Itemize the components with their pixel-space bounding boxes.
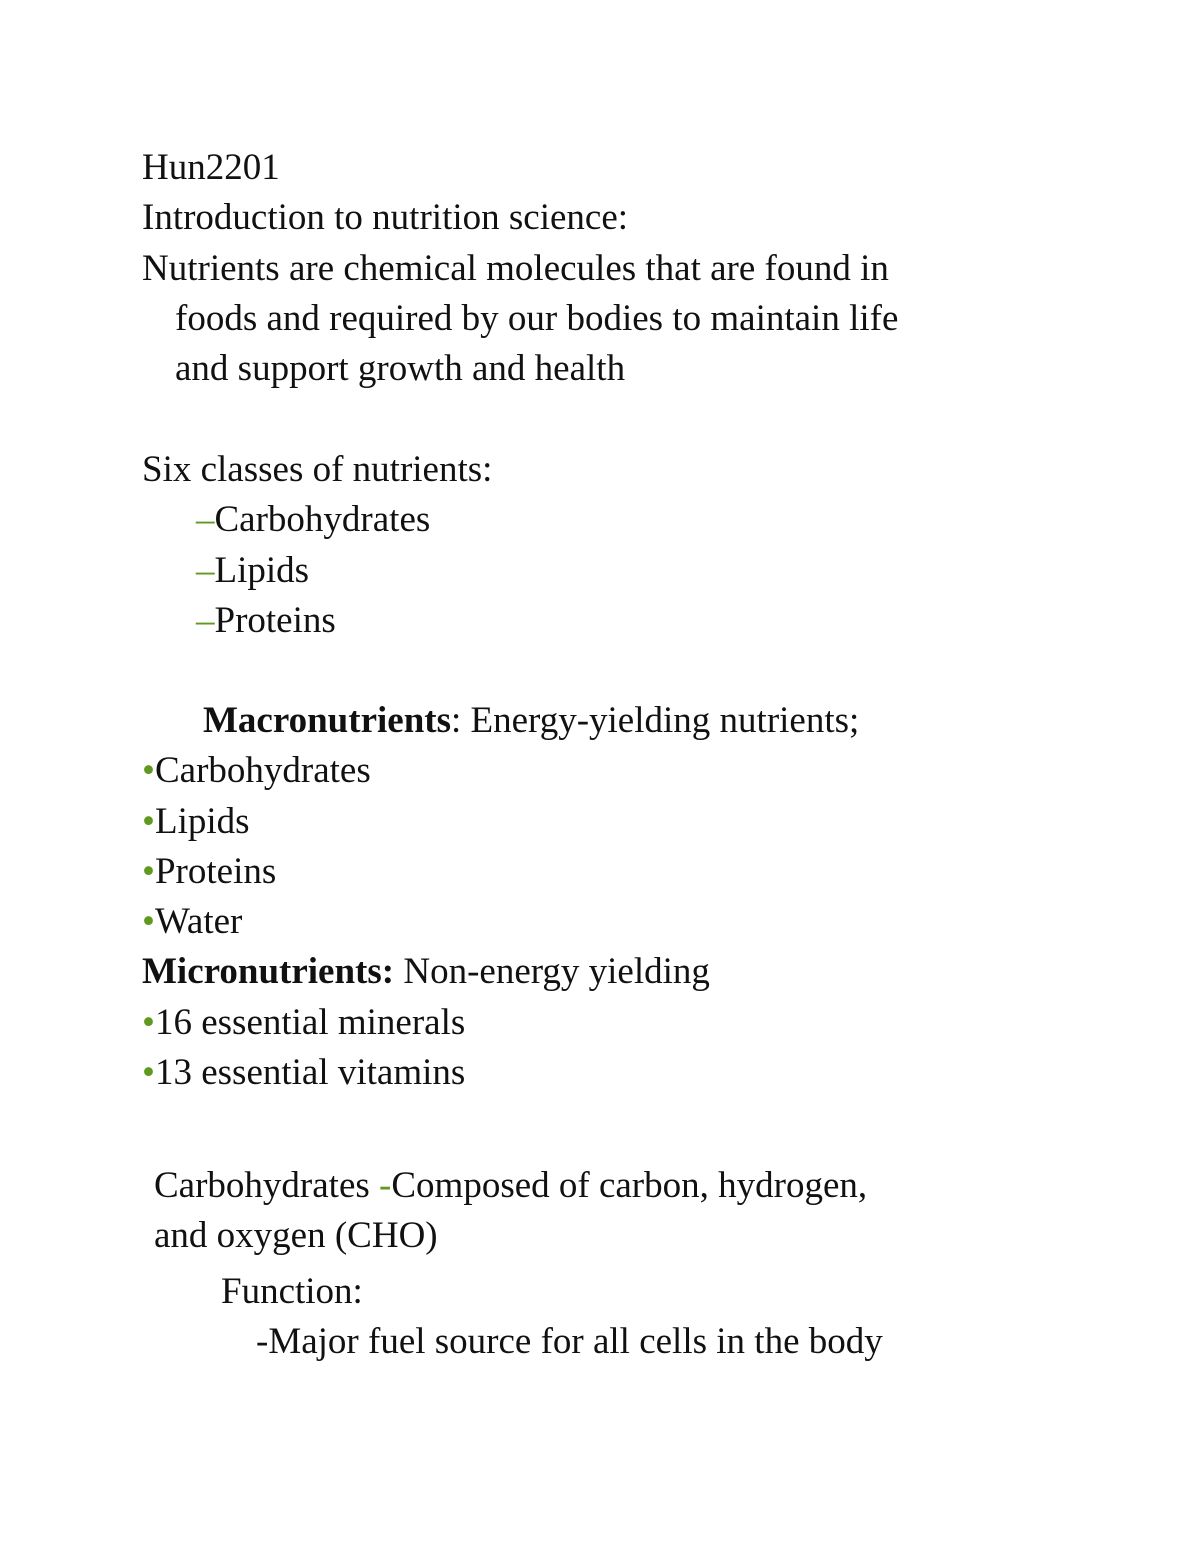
bullet-marker: • xyxy=(142,1002,155,1043)
micronutrients-term: Micronutrients: xyxy=(142,951,395,992)
class-item xyxy=(196,602,336,639)
carbohydrates-term: Carbohydrates xyxy=(154,1165,380,1206)
macro-item-label: Water xyxy=(154,901,243,942)
carbohydrates-definition-text: Composed of carbon, hydrogen, xyxy=(391,1165,868,1206)
micronutrients-description: Non-energy yielding xyxy=(394,951,710,992)
function-label: Function: xyxy=(221,1271,363,1312)
micro-list-item xyxy=(142,1054,465,1091)
function-item: -Major fuel source for all cells in the body xyxy=(256,1321,883,1362)
class-item xyxy=(196,501,430,538)
bullet-marker: • xyxy=(142,901,155,942)
dash-marker: – xyxy=(196,600,215,641)
macro-list-item xyxy=(142,853,276,890)
carbohydrates-definition-line-1 xyxy=(154,1167,867,1204)
macro-item-label: Proteins xyxy=(154,851,277,892)
dash-marker: – xyxy=(196,550,215,591)
macronutrients-description: : Energy-yielding nutrients; xyxy=(451,700,860,741)
class-item-label: Carbohydrates xyxy=(214,499,431,540)
intro-heading: Introduction to nutrition science: xyxy=(142,197,629,238)
macro-list-item xyxy=(142,903,242,940)
dash-marker: – xyxy=(196,499,215,540)
micro-item-label: 16 essential minerals xyxy=(154,1002,466,1043)
definition-line-2: foods and required by our bodies to maintain life xyxy=(175,298,899,339)
micro-list-item xyxy=(142,1004,465,1041)
macronutrients-term: Macronutrients xyxy=(203,700,451,741)
micronutrients-heading xyxy=(142,953,710,990)
class-item-label: Lipids xyxy=(214,550,310,591)
bullet-marker: • xyxy=(142,801,155,842)
definition-line-3: and support growth and health xyxy=(175,348,626,389)
macro-list-item xyxy=(142,803,250,840)
class-item-label: Proteins xyxy=(214,600,336,641)
dash-marker: - xyxy=(379,1165,392,1206)
definition-line-1: Nutrients are chemical molecules that are found in xyxy=(142,248,889,289)
class-item xyxy=(196,552,309,589)
bullet-marker: • xyxy=(142,1052,155,1093)
micro-item-label: 13 essential vitamins xyxy=(154,1052,466,1093)
bullet-marker: • xyxy=(142,750,155,791)
macro-item-label: Carbohydrates xyxy=(154,750,371,791)
carbohydrates-definition-line-2: and oxygen (CHO) xyxy=(154,1215,438,1256)
bullet-marker: • xyxy=(142,851,155,892)
course-code: Hun2201 xyxy=(142,147,280,188)
macro-list-item xyxy=(142,752,371,789)
macro-item-label: Lipids xyxy=(154,801,250,842)
macronutrients-heading xyxy=(203,702,859,739)
six-classes-heading: Six classes of nutrients: xyxy=(142,449,493,490)
